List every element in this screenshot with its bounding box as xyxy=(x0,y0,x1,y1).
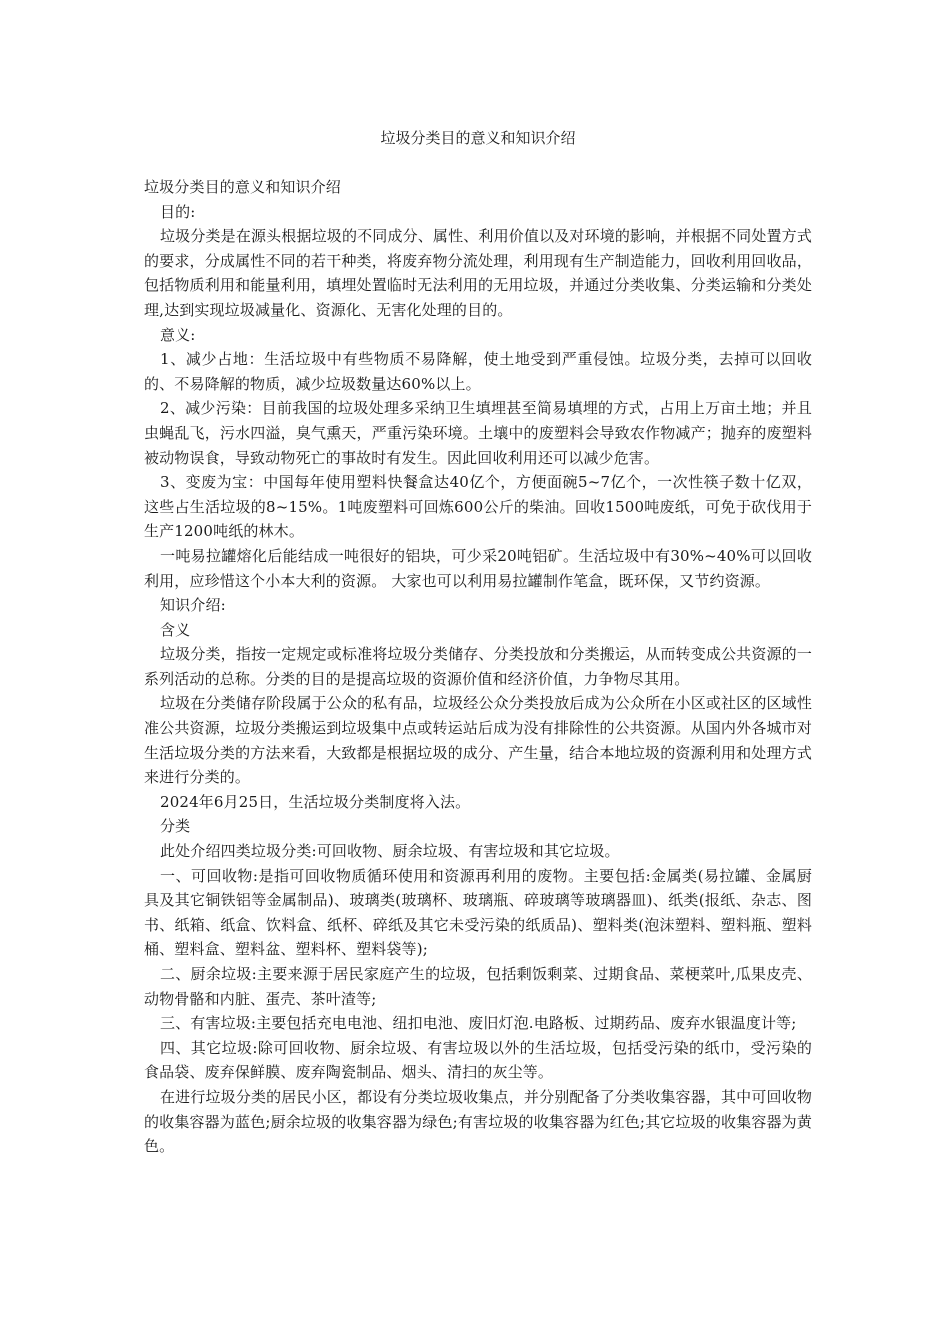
paragraph-recyclables: 一、可回收物:是指可回收物质循环使用和资源再利用的废物。主要包括:金属类(易拉罐、金属厨具及其它铜铁铝等金属制品)、玻璃类(玻璃杯、玻璃瓶、碎玻璃等玻璃器皿)、纸类(报纸、杂志、图书、纸箱、纸盒、饮料盒、纸杯、碎纸及其它未受污染的纸质品)、塑料类(泡沫塑料、塑料瓶、塑料桶、塑料盒、塑料盆、塑料杯、塑料袋等); xyxy=(144,866,812,959)
paragraph-kitchen-waste: 二、厨余垃圾:主要来源于居民家庭产生的垃圾，包括剩饭剩菜、过期食品、菜梗菜叶,瓜果皮壳、动物骨骼和内脏、蛋壳、茶叶渣等; xyxy=(144,965,812,1008)
paragraph-public-resource: 垃圾在分类储存阶段属于公众的私有品，垃圾经公众分类投放后成为公众所在小区或社区的区域性准公共资源，垃圾分类搬运到垃圾集中点或转运站后成为没有排除性的公共资源。从国内外各城市对生活垃圾分类的方法来看，大致都是根据垃圾的成分、产生量，结合本地垃圾的资源利用和处理方式来进行分类的。 xyxy=(144,694,812,787)
paragraph-reduce-pollution: 2、减少污染：目前我国的垃圾处理多采纳卫生填埋甚至简易填埋的方式，占用上万亩土地；并且虫蝇乱飞，污水四溢，臭气熏天，严重污染环境。土壤中的废塑料会导致农作物减产；抛弃的废塑料被动物误食，导致动物死亡的事故时有发生。因此回收利用还可以减少危害。 xyxy=(144,399,812,467)
paragraph-reduce-land: 1、减少占地：生活垃圾中有些物质不易降解，使土地受到严重侵蚀。垃圾分类，去掉可以回收的、不易降解的物质，减少垃圾数量达60%以上。 xyxy=(144,350,812,393)
heading-categories: 分类 xyxy=(160,817,191,836)
paragraph-purpose: 垃圾分类是在源头根据垃圾的不同成分、属性、利用价值以及对环境的影响，并根据不同处置方式的要求，分成属性不同的若干种类，将废弃物分流处理，利用现有生产制造能力，回收利用回收品，包括物质利用和能量利用，填埋处置临时无法利用的无用垃圾，并通过分类收集、分类运输和分类处理,达到实现垃圾减量化、资源化、无害化处理的目的。 xyxy=(144,227,812,319)
paragraph-definition: 垃圾分类，指按一定规定或标准将垃圾分类储存、分类投放和分类搬运，从而转变成公共资源的一系列活动的总称。分类的目的是提高垃圾的资源价值和经济价值，力争物尽其用。 xyxy=(144,645,812,688)
paragraph-collection-containers: 在进行垃圾分类的居民小区，都设有分类垃圾收集点，并分别配备了分类收集容器，其中可回收物的收集容器为蓝色;厨余垃圾的收集容器为绿色;有害垃圾的收集容器为红色;其它垃圾的收集容器为黄色。 xyxy=(144,1087,812,1156)
paragraph-waste-to-treasure: 3、变废为宝：中国每年使用塑料快餐盒达40亿个，方便面碗5~7亿个，一次性筷子数十亿双，这些占生活垃圾的8~15%。1吨废塑料可回炼600公斤的柴油。回收1500吨废纸，可免于砍伐用于生产1200吨纸的林木。 xyxy=(144,473,812,541)
heading-definition: 含义 xyxy=(160,620,191,639)
heading-significance: 意义: xyxy=(160,325,196,344)
subtitle-line: 垃圾分类目的意义和知识介绍 xyxy=(144,178,341,196)
document-title: 垃圾分类目的意义和知识介绍 xyxy=(380,129,576,147)
document-body xyxy=(144,175,812,1159)
heading-purpose: 目的: xyxy=(160,202,196,221)
paragraph-four-categories: 此处介绍四类垃圾分类:可回收物、厨余垃圾、有害垃圾和其它垃圾。 xyxy=(160,842,620,861)
paragraph-hazardous-waste: 三、有害垃圾:主要包括充电电池、纽扣电池、废旧灯泡.电路板、过期药品、废弃水银温度计等; xyxy=(160,1014,797,1033)
heading-knowledge: 知识介绍: xyxy=(160,596,226,615)
paragraph-aluminum-cans: 一吨易拉罐熔化后能结成一吨很好的铝块，可少采20吨铝矿。生活垃圾中有30%~40%可以回收利用，应珍惜这个小本大利的资源。 大家也可以利用易拉罐制作笔盒，既环保，又节约资源。 xyxy=(144,546,812,590)
paragraph-other-waste: 四、其它垃圾:除可回收物、厨余垃圾、有害垃圾以外的生活垃圾，包括受污染的纸巾，受污染的食品袋、废弃保鲜膜、废弃陶瓷制品、烟头、清扫的灰尘等。 xyxy=(144,1038,812,1082)
paragraph-law-date: 2024年6月25日，生活垃圾分类制度将入法。 xyxy=(160,792,471,811)
